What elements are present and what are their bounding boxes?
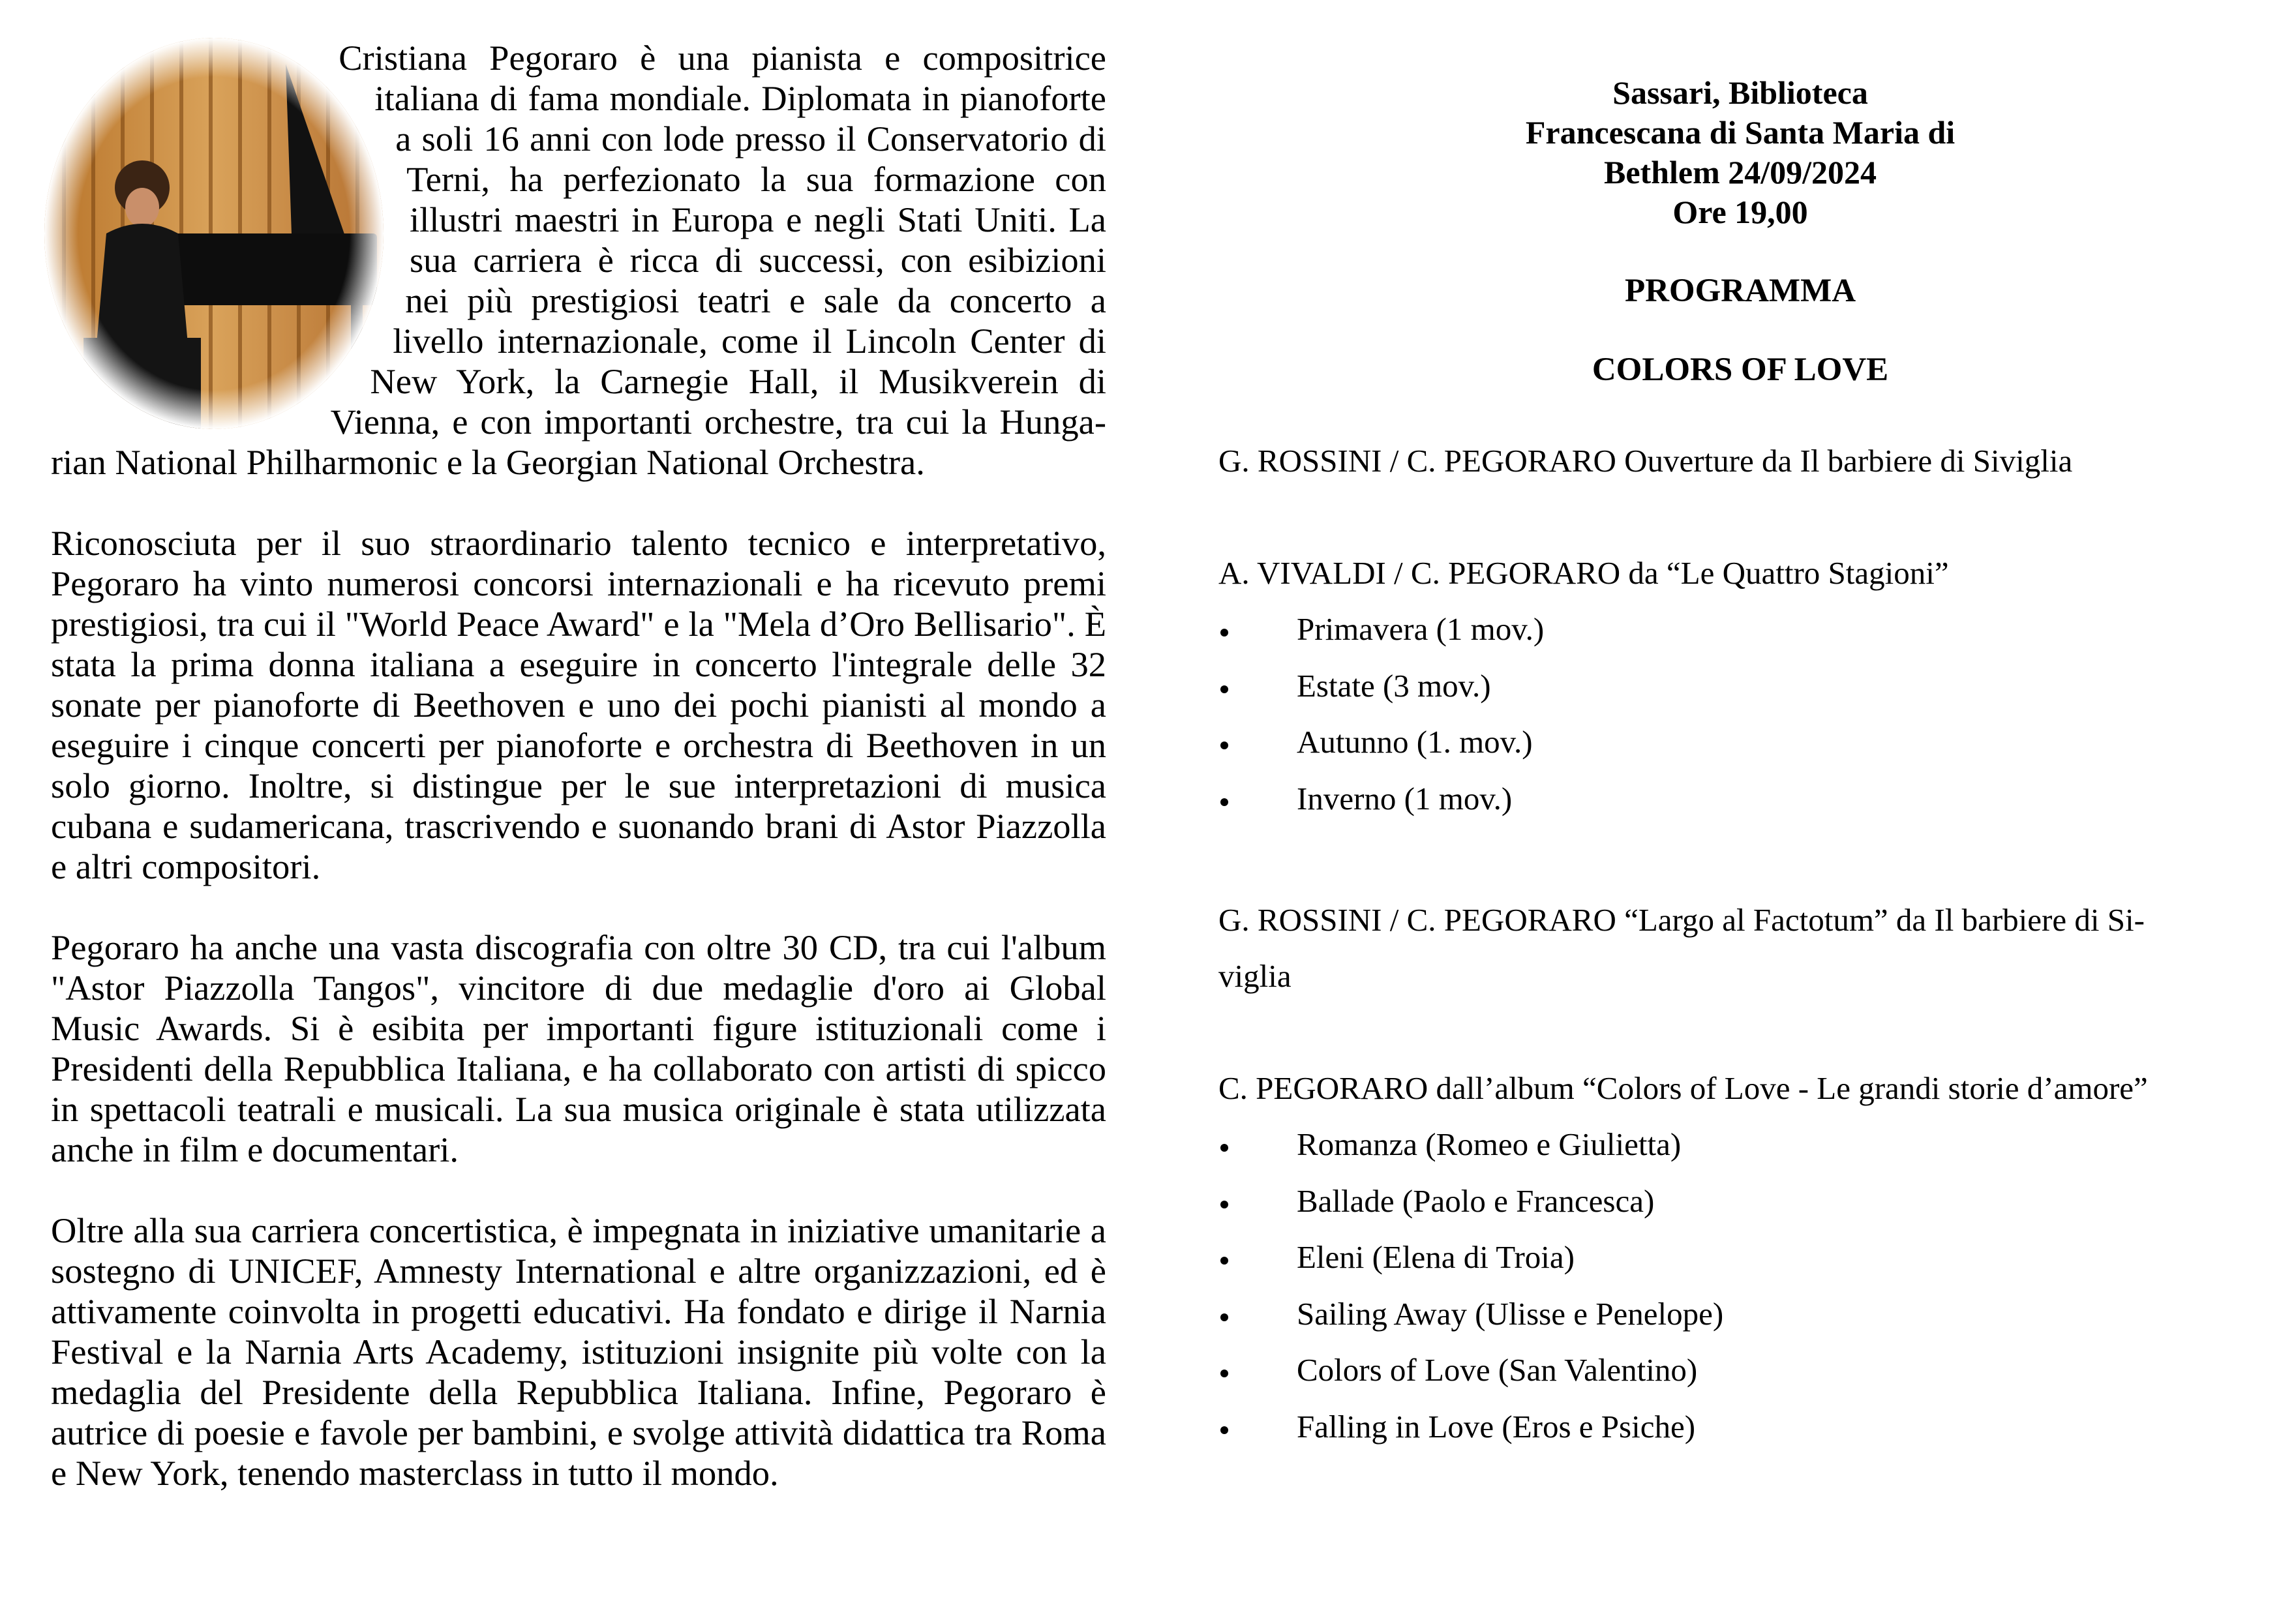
list-item: Falling in Love (Eros e Psiche) — [1218, 1399, 2262, 1456]
list-item: Colors of Love (San Valentino) — [1218, 1342, 2262, 1399]
venue-line: Sassari, Biblioteca — [1612, 74, 1868, 111]
program-piece: G. ROSSINI / C. PEGORARO “Largo al Factotum” da Il barbiere di Si- — [1218, 902, 2145, 938]
venue-line: Francescana di Santa Maria di — [1525, 114, 1956, 151]
movement-list — [1218, 601, 2262, 827]
list-item: Autunno (1. mov.) — [1218, 714, 2262, 771]
concert-title: COLORS OF LOVE — [1592, 352, 1889, 388]
list-item: Eleni (Elena di Troia) — [1218, 1229, 2262, 1286]
venue-time: Ore 19,00 — [1672, 194, 1808, 230]
program-piece-continuation: viglia — [1218, 958, 1292, 994]
bio-paragraph-2: Riconosciuta per il suo straordinario talento tecnico e interpretativo, Pegoraro ha vinto numerosi concorsi internazionali e ha ricevuto premi prestigiosi, tra cui il "World Peace Award" e la "Mela d’Oro Bellisario". È stata la prima donna italiana a eseguire in concerto l'integrale delle 32 sonate per pianoforte di Beethoven e uno dei pochi pianisti al mondo a eseguire i cinque concerti per pianoforte e orchestra di Beethoven in un solo giorno. Inoltre, si distingue per le sue interpretazioni di musica cubana e sudamericana, trascrivendo e suonando brani di Astor Piazzolla e altri compositori. — [51, 523, 1106, 886]
program-piece: G. ROSSINI / C. PEGORARO Ouverture da Il barbiere di Siviglia — [1218, 443, 2073, 479]
program-piece: C. PEGORARO dall’album “Colors of Love - Le grandi storie d’amore” — [1218, 1070, 2148, 1106]
list-item: Primavera (1 mov.) — [1218, 601, 2262, 658]
bio-paragraph-4: Oltre alla sua carriera concertistica, è impegnata in iniziative umanitarie a sostegno di UNICEF, Amnesty International e altre organizzazioni, ed è attivamente coinvolta in progetti educativi. Ha fondato e dirige il Narnia Festival e la Narnia Arts Academy, istituzioni insignite più volte con la medaglia del Presidente della Repubblica Italiana. Infine, Pegoraro è autrice di poesie e favole per bambini, e svolge attività didattica tra Roma e New York, tenendo masterclass in tutto il mondo. — [51, 1210, 1106, 1493]
bio-paragraph-3: Pegoraro ha anche una vasta discografia con oltre 30 CD, tra cui l'album "Astor Piazzolla Tangos", vincitore di due medaglie d'oro ai Global Music Awards. Si è esibita per importanti figure istituzionali come i Presidenti della Repubblica Italiana, e ha collaborato con artisti di spicco in spettacoli teatrali e musicali. La sua musica originale è stata utilizzata anche in film e documentari. — [51, 927, 1106, 1169]
pianist-photo-graphic — [44, 38, 384, 429]
list-item: Sailing Away (Ulisse e Penelope) — [1218, 1286, 2262, 1343]
bio-paragraph-1: Cristiana Pegoraro è una pianista e compositrice italiana di fama mondiale. Diplomata in pianoforte a soli 16 anni con lode presso il Conservatorio di Terni, ha perfezionato la sua formazione con illustri maestri in Europa e negli Stati Uniti. La sua carriera è ricca di successi, con esibizioni nei più prestigiosi teatri e sale da concerto a livello internazionale, come il Lincoln Center di New York, la Carnegie Hall, il Musikverein di Vienna, e con importanti orchestre, tra cui la Hungarian National Philharmonic e la Georgian National Orchestra. — [51, 38, 1106, 482]
pianist-photo-icon — [44, 38, 384, 429]
track-list — [1218, 1116, 2262, 1455]
venue-line: Bethlem 24/09/2024 — [1603, 154, 1877, 190]
biography-column — [51, 38, 1106, 1534]
program-heading: PROGRAMMA — [1624, 273, 1856, 309]
list-item: Romanza (Romeo e Giulietta) — [1218, 1116, 2262, 1173]
program-column — [1218, 73, 2262, 1455]
list-item: Ballade (Paolo e Francesca) — [1218, 1173, 2262, 1230]
venue-block — [1218, 73, 2262, 232]
list-item: Inverno (1 mov.) — [1218, 771, 2262, 828]
program-piece: A. VIVALDI / C. PEGORARO da “Le Quattro Stagioni” — [1218, 555, 1949, 591]
program-list — [1218, 433, 2262, 1455]
list-item: Estate (3 mov.) — [1218, 658, 2262, 715]
